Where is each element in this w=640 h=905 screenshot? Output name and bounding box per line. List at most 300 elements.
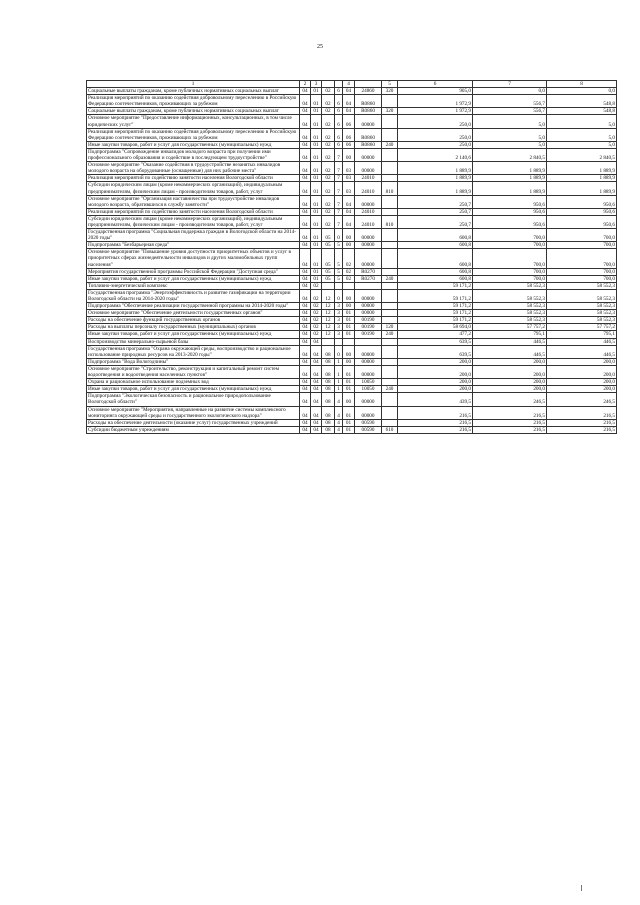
code-direction-cell: 00000 — [355, 229, 382, 242]
code-event-cell: 04 — [343, 195, 355, 208]
amount-year2-cell: 57 757,2 — [473, 324, 547, 331]
code-section-cell: 04 — [300, 182, 311, 195]
code-section-cell: 04 — [300, 282, 311, 289]
code-direction-cell: 24010 — [355, 215, 382, 228]
code-subsection-cell: 01 — [311, 229, 322, 242]
page-mark — [581, 885, 582, 891]
amount-year2-cell: 5,0 — [473, 115, 547, 128]
code-section-cell: 04 — [300, 268, 311, 275]
row-name-cell: Основное мероприятие "Мероприятия, направленные на развитие системы комплексного мониторинга окружающей среды и государственного экологического надзора" — [87, 406, 300, 419]
code-subprogram-cell: 4 — [335, 406, 343, 419]
code-expense-type-cell — [382, 208, 398, 215]
code-expense-type-cell — [382, 249, 398, 268]
row-name-cell: Охрана и рациональное использование подземных вод — [87, 379, 300, 386]
code-event-cell: 04 — [343, 208, 355, 215]
table-row — [87, 175, 617, 182]
code-direction-cell: 00000 — [355, 249, 382, 268]
code-subsection-cell: 01 — [311, 88, 322, 95]
row-name-cell: Социальные выплаты гражданам, кроме публичных нормативных социальных выплат — [87, 108, 300, 115]
code-subprogram-cell: 3 — [335, 303, 343, 310]
code-expense-type-cell: 240 — [382, 141, 398, 148]
row-name-cell: Государственная программа "Охрана окружающей среды, воспроизводство и рациональное использование природных ресурсов на 2013-2020 годы" — [87, 345, 300, 358]
code-section-cell: 04 — [300, 95, 311, 108]
amount-year3-cell: 950,6 — [547, 215, 617, 228]
amount-year1-cell: 216,5 — [398, 419, 473, 426]
amount-year3-cell: 5,0 — [547, 115, 617, 128]
code-program-cell: 02 — [322, 182, 335, 195]
table-row — [87, 345, 617, 358]
table-row — [87, 95, 617, 108]
amount-year1-cell: 200,0 — [398, 365, 473, 378]
code-event-cell: 00 — [343, 229, 355, 242]
amount-year1-cell: 600,8 — [398, 268, 473, 275]
code-direction-cell: 00000 — [355, 365, 382, 378]
code-expense-type-cell — [382, 338, 398, 345]
header-cell — [355, 81, 382, 88]
code-program-cell: 08 — [322, 393, 335, 406]
code-event-cell: 03 — [343, 175, 355, 182]
code-event-cell: 01 — [343, 426, 355, 433]
row-name-cell: Расходы на выплаты персоналу государственных (муниципальных) органов — [87, 324, 300, 331]
row-name-cell: Топливно-энергетический комплекс — [87, 282, 300, 289]
code-subprogram-cell: 6 — [335, 88, 343, 95]
code-subsection-cell: 01 — [311, 141, 322, 148]
row-name-cell: Реализация мероприятий по содействию занятости населения Вологодской области — [87, 175, 300, 182]
amount-year3-cell: 58 552,3 — [547, 289, 617, 302]
code-subsection-cell: 01 — [311, 275, 322, 282]
code-subprogram-cell: 3 — [335, 324, 343, 331]
code-section-cell: 04 — [300, 331, 311, 338]
amount-year1-cell: 200,0 — [398, 379, 473, 386]
code-event-cell: 03 — [343, 182, 355, 195]
code-subprogram-cell: 6 — [335, 115, 343, 128]
amount-year1-cell: 439,5 — [398, 393, 473, 406]
code-direction-cell: 00000 — [355, 289, 382, 302]
code-direction-cell: R0860 — [355, 141, 382, 148]
header-cell: 1 — [87, 81, 300, 88]
amount-year3-cell: 548,8 — [547, 95, 617, 108]
amount-year1-cell: 200,0 — [398, 386, 473, 393]
code-program-cell: 12 — [322, 289, 335, 302]
table-row — [87, 182, 617, 195]
amount-year1-cell: 59 171,2 — [398, 317, 473, 324]
code-event-cell: 00 — [343, 345, 355, 358]
row-name-cell: Субсидии юридическим лицам (кроме некоммерческих организаций), индивидуальным предпринимателям, физическим лицам - производителям товаров, работ, услуг — [87, 215, 300, 228]
row-name-cell: Расходы на обеспечение деятельности (оказание услуг) государственных учреждений — [87, 419, 300, 426]
row-name-cell: Субсидии бюджетным учреждениям — [87, 426, 300, 433]
code-program-cell: 02 — [322, 148, 335, 161]
code-section-cell: 04 — [300, 310, 311, 317]
amount-year1-cell: 600,8 — [398, 275, 473, 282]
code-program-cell: 08 — [322, 386, 335, 393]
code-subprogram-cell: 0 — [335, 229, 343, 242]
amount-year3-cell: 700,0 — [547, 229, 617, 242]
row-name-cell: Иные закупки товаров, работ и услуг для государственных (муниципальных) нужд — [87, 275, 300, 282]
code-event-cell: 01 — [343, 386, 355, 393]
code-program-cell: 05 — [322, 275, 335, 282]
code-subprogram-cell: 6 — [335, 108, 343, 115]
amount-year3-cell: 58 552,3 — [547, 310, 617, 317]
code-subsection-cell: 01 — [311, 108, 322, 115]
code-event-cell: 01 — [343, 365, 355, 378]
amount-year3-cell: 1 889,9 — [547, 182, 617, 195]
amount-year1-cell: 250,7 — [398, 195, 473, 208]
amount-year2-cell: 5,0 — [473, 128, 547, 141]
code-direction-cell: 24010 — [355, 175, 382, 182]
code-subprogram-cell: 5 — [335, 275, 343, 282]
code-event-cell: 00 — [343, 358, 355, 365]
code-subprogram-cell: 5 — [335, 249, 343, 268]
amount-year2-cell: 950,6 — [473, 215, 547, 228]
code-event-cell: 01 — [343, 324, 355, 331]
header-cell — [335, 81, 343, 88]
row-name-cell: Подпрограмма "Сопровождение инвалидов молодого возраста при получении ими профессионального образования и содействие в последующем трудоустройстве" — [87, 148, 300, 161]
amount-year3-cell: 2 840,5 — [547, 148, 617, 161]
table-row — [87, 303, 617, 310]
code-event-cell: 04 — [343, 95, 355, 108]
amount-year1-cell: 1 889,9 — [398, 162, 473, 175]
code-program-cell: 02 — [322, 208, 335, 215]
code-subprogram-cell — [335, 338, 343, 345]
code-event-cell: 01 — [343, 317, 355, 324]
code-subsection-cell: 04 — [311, 338, 322, 345]
code-subprogram-cell: 1 — [335, 365, 343, 378]
amount-year3-cell: 58 552,3 — [547, 317, 617, 324]
amount-year1-cell: 250,7 — [398, 208, 473, 215]
code-direction-cell: 00590 — [355, 419, 382, 426]
table-row — [87, 115, 617, 128]
amount-year1-cell: 250,7 — [398, 215, 473, 228]
code-direction-cell: 00000 — [355, 242, 382, 249]
row-name-cell: Иные закупки товаров, работ и услуг для государственных (муниципальных) нужд — [87, 141, 300, 148]
code-direction-cell: R0860 — [355, 108, 382, 115]
code-subsection-cell: 02 — [311, 289, 322, 302]
amount-year3-cell: 700,0 — [547, 249, 617, 268]
code-event-cell: 06 — [343, 141, 355, 148]
code-subsection-cell: 01 — [311, 128, 322, 141]
code-subsection-cell: 01 — [311, 268, 322, 275]
code-subsection-cell: 01 — [311, 182, 322, 195]
code-direction-cell: 00190 — [355, 317, 382, 324]
row-name-cell: Социальные выплаты гражданам, кроме публичных нормативных социальных выплат — [87, 88, 300, 95]
code-program-cell: 12 — [322, 331, 335, 338]
code-section-cell: 04 — [300, 128, 311, 141]
code-section-cell: 04 — [300, 317, 311, 324]
code-program-cell: 08 — [322, 345, 335, 358]
code-expense-type-cell — [382, 419, 398, 426]
code-direction-cell: 24010 — [355, 182, 382, 195]
amount-year1-cell: 59 171,2 — [398, 303, 473, 310]
code-event-cell — [343, 338, 355, 345]
amount-year1-cell: 58 694,0 — [398, 324, 473, 331]
amount-year3-cell: 0,0 — [547, 88, 617, 95]
amount-year2-cell: 700,0 — [473, 242, 547, 249]
code-direction-cell: 00000 — [355, 345, 382, 358]
code-direction-cell: 10050 — [355, 379, 382, 386]
code-subprogram-cell: 7 — [335, 195, 343, 208]
code-expense-type-cell — [382, 406, 398, 419]
row-name-cell: Реализация мероприятий по содействию занятости населения Вологодской области — [87, 208, 300, 215]
amount-year3-cell: 200,0 — [547, 379, 617, 386]
code-event-cell: 01 — [343, 310, 355, 317]
code-event-cell: 00 — [343, 393, 355, 406]
amount-year2-cell: 58 552,3 — [473, 282, 547, 289]
code-subprogram-cell: 4 — [335, 426, 343, 433]
amount-year1-cell: 200,0 — [398, 358, 473, 365]
table-row — [87, 365, 617, 378]
code-program-cell: 12 — [322, 303, 335, 310]
amount-year2-cell: 700,0 — [473, 229, 547, 242]
code-event-cell: 00 — [343, 242, 355, 249]
code-direction-cell: 00000 — [355, 310, 382, 317]
code-direction-cell: 10050 — [355, 386, 382, 393]
code-section-cell: 04 — [300, 386, 311, 393]
code-subsection-cell: 02 — [311, 317, 322, 324]
code-section-cell: 04 — [300, 208, 311, 215]
code-subprogram-cell: 4 — [335, 393, 343, 406]
amount-year2-cell: 200,0 — [473, 358, 547, 365]
amount-year2-cell: 58 552,3 — [473, 303, 547, 310]
amount-year2-cell: 556,7 — [473, 108, 547, 115]
code-expense-type-cell: 240 — [382, 331, 398, 338]
code-direction-cell — [355, 338, 382, 345]
code-direction-cell — [355, 282, 382, 289]
code-subsection-cell: 01 — [311, 208, 322, 215]
amount-year1-cell: 250,0 — [398, 141, 473, 148]
code-subsection-cell: 04 — [311, 393, 322, 406]
code-subsection-cell: 01 — [311, 95, 322, 108]
code-subsection-cell: 02 — [311, 310, 322, 317]
amount-year3-cell: 216,5 — [547, 426, 617, 433]
amount-year2-cell: 446,5 — [473, 345, 547, 358]
table-row — [87, 108, 617, 115]
code-expense-type-cell: 240 — [382, 386, 398, 393]
code-program-cell: 12 — [322, 310, 335, 317]
code-section-cell: 04 — [300, 115, 311, 128]
code-program-cell: 02 — [322, 88, 335, 95]
code-expense-type-cell — [382, 115, 398, 128]
code-direction-cell: 00190 — [355, 331, 382, 338]
row-name-cell: Основное мероприятие "Оказание содействия в трудоустройстве незанятых инвалидов молодого возраста на оборудованные (оснащенные) для них рабочие места" — [87, 162, 300, 175]
amount-year1-cell: 1 889,9 — [398, 182, 473, 195]
amount-year2-cell: 950,6 — [473, 195, 547, 208]
amount-year3-cell: 1 889,9 — [547, 162, 617, 175]
amount-year2-cell: 58 552,3 — [473, 310, 547, 317]
code-event-cell: 04 — [343, 215, 355, 228]
amount-year3-cell: 446,5 — [547, 338, 617, 345]
code-subprogram-cell: 1 — [335, 379, 343, 386]
code-section-cell: 04 — [300, 195, 311, 208]
code-program-cell: 02 — [322, 175, 335, 182]
code-event-cell: 02 — [343, 249, 355, 268]
code-event-cell: 04 — [343, 108, 355, 115]
code-event-cell: 03 — [343, 162, 355, 175]
code-program-cell: 02 — [322, 95, 335, 108]
code-direction-cell: 00000 — [355, 303, 382, 310]
amount-year1-cell: 216,5 — [398, 426, 473, 433]
row-name-cell: Мероприятия государственной программы Российской Федерации "Доступная среда" — [87, 268, 300, 275]
row-name-cell: Государственная программа "Энергоэффективность и развитие газификации на территории Вологодской области на 2014-2020 годы" — [87, 289, 300, 302]
code-expense-type-cell: 320 — [382, 88, 398, 95]
code-subprogram-cell: 0 — [335, 289, 343, 302]
code-subprogram-cell: 6 — [335, 141, 343, 148]
amount-year3-cell: 58 552,3 — [547, 282, 617, 289]
code-expense-type-cell — [382, 393, 398, 406]
code-program-cell: 02 — [322, 141, 335, 148]
code-subsection-cell: 01 — [311, 175, 322, 182]
table-row — [87, 148, 617, 161]
row-name-cell: Подпрограмма "Обеспечение реализации государственной программы на 2014-2020 годы" — [87, 303, 300, 310]
code-subprogram-cell: 1 — [335, 386, 343, 393]
code-program-cell: 02 — [322, 195, 335, 208]
page-number: 25 — [317, 44, 323, 50]
row-name-cell: Основное мероприятие "Повышение уровня доступности приоритетных объектов и услуг в приоритетных сферах жизнедеятельности инвалидов и других маломобильных групп населения" — [87, 249, 300, 268]
amount-year3-cell: 795,1 — [547, 331, 617, 338]
code-program-cell: 08 — [322, 365, 335, 378]
code-section-cell: 04 — [300, 393, 311, 406]
code-subprogram-cell: 7 — [335, 175, 343, 182]
code-expense-type-cell — [382, 162, 398, 175]
row-name-cell: Расходы на обеспечение функций государственных органов — [87, 317, 300, 324]
amount-year1-cell: 905,0 — [398, 88, 473, 95]
budget-table-container — [86, 80, 616, 434]
amount-year2-cell: 200,0 — [473, 365, 547, 378]
code-subprogram-cell: 7 — [335, 162, 343, 175]
code-section-cell: 04 — [300, 289, 311, 302]
amount-year3-cell: 1 889,9 — [547, 175, 617, 182]
code-expense-type-cell — [382, 303, 398, 310]
header-cell: 5 — [382, 81, 398, 88]
code-expense-type-cell: 610 — [382, 426, 398, 433]
header-row — [87, 81, 617, 88]
amount-year1-cell: 639,5 — [398, 345, 473, 358]
table-row — [87, 215, 617, 228]
code-event-cell: 00 — [343, 303, 355, 310]
row-name-cell: Основное мероприятие "Предоставление информационных, консультационных, в том числе юридических услуг" — [87, 115, 300, 128]
table-row — [87, 406, 617, 419]
amount-year1-cell: 216,5 — [398, 406, 473, 419]
code-section-cell: 04 — [300, 249, 311, 268]
row-name-cell: Подпрограмма "Вода Вологодчины" — [87, 358, 300, 365]
row-name-cell: Реализация мероприятий по оказанию содействия добровольному переселению в Российскую Федерацию соотечественников, проживающих за рубежом — [87, 128, 300, 141]
code-subsection-cell: 04 — [311, 426, 322, 433]
amount-year2-cell: 58 552,3 — [473, 289, 547, 302]
row-name-cell: Основное мероприятие "Обеспечение деятельности государственных органов" — [87, 310, 300, 317]
code-section-cell: 04 — [300, 419, 311, 426]
amount-year1-cell: 250,0 — [398, 115, 473, 128]
table-row — [87, 242, 617, 249]
table-row — [87, 338, 617, 345]
table-row — [87, 268, 617, 275]
code-program-cell — [322, 338, 335, 345]
amount-year3-cell: 950,6 — [547, 208, 617, 215]
code-event-cell: 04 — [343, 88, 355, 95]
code-program-cell: 08 — [322, 406, 335, 419]
code-expense-type-cell: 810 — [382, 215, 398, 228]
code-expense-type-cell — [382, 379, 398, 386]
amount-year2-cell: 950,6 — [473, 208, 547, 215]
table-row — [87, 386, 617, 393]
header-cell: 8 — [547, 81, 617, 88]
amount-year2-cell: 700,0 — [473, 275, 547, 282]
code-expense-type-cell — [382, 358, 398, 365]
amount-year2-cell: 200,0 — [473, 379, 547, 386]
code-section-cell: 04 — [300, 345, 311, 358]
code-subsection-cell: 02 — [311, 331, 322, 338]
amount-year3-cell: 200,0 — [547, 386, 617, 393]
code-subsection-cell: 02 — [311, 282, 322, 289]
code-program-cell: 02 — [322, 162, 335, 175]
code-section-cell: 04 — [300, 426, 311, 433]
table-row — [87, 324, 617, 331]
code-subprogram-cell: 7 — [335, 208, 343, 215]
row-name-cell: Основное мероприятие "Строительство, реконструкция и капитальный ремонт систем водоотведения и водоотведения населенных пунктов" — [87, 365, 300, 378]
table-row — [87, 331, 617, 338]
code-subprogram-cell: 6 — [335, 95, 343, 108]
code-subsection-cell: 04 — [311, 379, 322, 386]
code-expense-type-cell — [382, 345, 398, 358]
code-section-cell: 04 — [300, 406, 311, 419]
amount-year1-cell: 600,8 — [398, 229, 473, 242]
table-row — [87, 141, 617, 148]
row-name-cell: Подпрограмма "Экологическая безопасность и рациональное природопользование Вологодской области" — [87, 393, 300, 406]
code-subsection-cell: 01 — [311, 195, 322, 208]
code-direction-cell: 00000 — [355, 162, 382, 175]
amount-year3-cell: 200,0 — [547, 358, 617, 365]
row-name-cell: Воспроизводство минерально-сырьевой базы — [87, 338, 300, 345]
table-row — [87, 426, 617, 433]
code-expense-type-cell — [382, 242, 398, 249]
code-program-cell: 08 — [322, 426, 335, 433]
code-subsection-cell: 01 — [311, 162, 322, 175]
code-direction-cell: R0860 — [355, 95, 382, 108]
code-section-cell: 04 — [300, 229, 311, 242]
code-event-cell: 01 — [343, 331, 355, 338]
amount-year1-cell: 600,8 — [398, 249, 473, 268]
code-direction-cell: 24010 — [355, 208, 382, 215]
amount-year3-cell: 246,5 — [547, 393, 617, 406]
code-subsection-cell: 04 — [311, 419, 322, 426]
code-expense-type-cell — [382, 365, 398, 378]
amount-year2-cell: 2 840,5 — [473, 148, 547, 161]
code-subsection-cell: 04 — [311, 345, 322, 358]
code-program-cell: 05 — [322, 268, 335, 275]
code-event-cell: 06 — [343, 115, 355, 128]
code-subsection-cell: 04 — [311, 386, 322, 393]
code-expense-type-cell — [382, 128, 398, 141]
amount-year3-cell: 5,0 — [547, 128, 617, 141]
code-expense-type-cell — [382, 282, 398, 289]
code-event-cell: 01 — [343, 379, 355, 386]
amount-year2-cell: 58 552,3 — [473, 317, 547, 324]
header-cell — [322, 81, 335, 88]
code-section-cell: 04 — [300, 162, 311, 175]
table-row — [87, 393, 617, 406]
code-expense-type-cell — [382, 317, 398, 324]
table-header — [87, 81, 617, 88]
code-subprogram-cell: 7 — [335, 182, 343, 195]
code-program-cell — [322, 282, 335, 289]
table-row — [87, 289, 617, 302]
code-direction-cell: 00000 — [355, 115, 382, 128]
amount-year2-cell: 1 889,9 — [473, 162, 547, 175]
table-row — [87, 208, 617, 215]
table-body — [87, 88, 617, 434]
table-row — [87, 162, 617, 175]
row-name-cell: Иные закупки товаров, работ и услуг для государственных (муниципальных) нужд — [87, 386, 300, 393]
code-expense-type-cell — [382, 195, 398, 208]
table-row — [87, 249, 617, 268]
